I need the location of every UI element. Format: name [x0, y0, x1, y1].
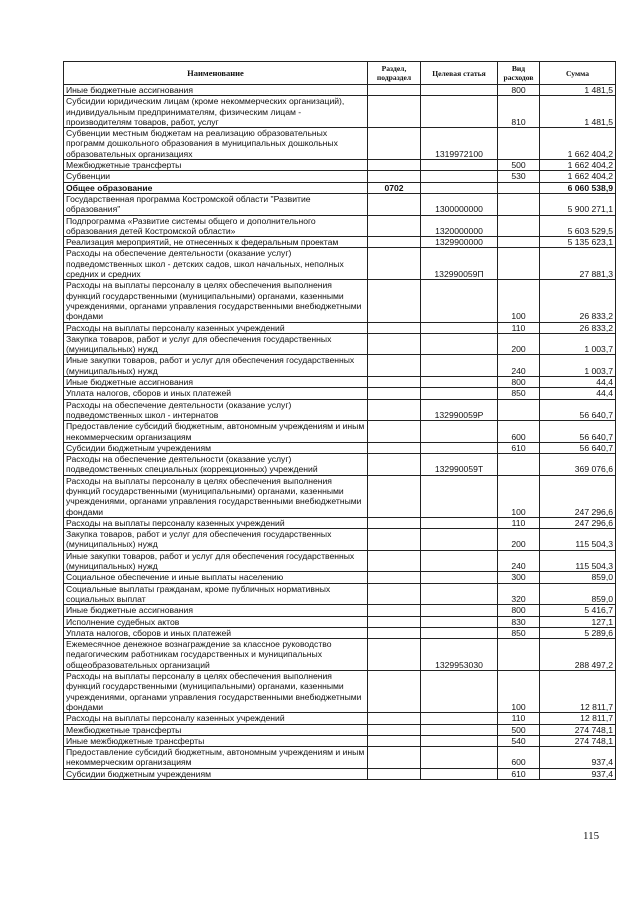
cell-name: Расходы на обеспечение деятельности (оказание услуг) подведомственных школ - детских садов, школ начальных, неполных средних и средних	[64, 248, 368, 280]
cell-expense-type	[498, 215, 540, 237]
table-row	[64, 171, 616, 182]
cell-target	[421, 160, 498, 171]
table-row	[64, 388, 616, 399]
cell-target	[421, 517, 498, 528]
cell-name: Ежемесячное денежное вознаграждение за классное руководство педагогическим работникам государственных и муниципальных общеобразовательных организаций	[64, 639, 368, 671]
cell-section	[368, 605, 421, 616]
cell-amount: 26 833,2	[540, 322, 616, 333]
cell-name: Иные бюджетные ассигнования	[64, 377, 368, 388]
cell-expense-type	[498, 182, 540, 193]
table-row	[64, 475, 616, 517]
table-row	[64, 713, 616, 724]
table-row	[64, 671, 616, 713]
cell-expense-type: 610	[498, 442, 540, 453]
cell-name: Исполнение судебных актов	[64, 616, 368, 627]
cell-amount: 12 811,7	[540, 713, 616, 724]
cell-target	[421, 442, 498, 453]
cell-target	[421, 572, 498, 583]
cell-name: Субсидии юридическим лицам (кроме некоммерческих организаций), индивидуальным предпринимателям, физическим лицам - производителям товаров, работ, услуг	[64, 96, 368, 128]
cell-amount: 937,4	[540, 747, 616, 769]
cell-amount: 115 504,3	[540, 529, 616, 551]
cell-name: Иные бюджетные ассигнования	[64, 605, 368, 616]
header-amount: Сумма	[540, 62, 616, 85]
table-row	[64, 454, 616, 476]
cell-expense-type: 600	[498, 747, 540, 769]
cell-target	[421, 475, 498, 517]
cell-target	[421, 747, 498, 769]
cell-expense-type	[498, 128, 540, 160]
cell-name: Субсидии бюджетным учреждениям	[64, 442, 368, 453]
cell-name: Закупка товаров, работ и услуг для обеспечения государственных (муниципальных) нужд	[64, 333, 368, 355]
cell-name: Расходы на выплаты персоналу казенных учреждений	[64, 517, 368, 528]
cell-name: Социальные выплаты гражданам, кроме публичных нормативных социальных выплат	[64, 583, 368, 605]
cell-section	[368, 248, 421, 280]
cell-section	[368, 322, 421, 333]
cell-expense-type: 500	[498, 160, 540, 171]
cell-section	[368, 529, 421, 551]
cell-section	[368, 85, 421, 96]
table-row	[64, 583, 616, 605]
cell-expense-type: 850	[498, 388, 540, 399]
cell-amount: 44,4	[540, 388, 616, 399]
cell-amount: 288 497,2	[540, 639, 616, 671]
cell-expense-type: 100	[498, 475, 540, 517]
cell-name: Иные закупки товаров, работ и услуг для обеспечения государственных (муниципальных) нужд	[64, 550, 368, 572]
table-row	[64, 735, 616, 746]
cell-amount: 1 662 404,2	[540, 171, 616, 182]
table-row	[64, 248, 616, 280]
cell-name: Субсидии бюджетным учреждениям	[64, 768, 368, 779]
cell-target	[421, 355, 498, 377]
cell-expense-type: 850	[498, 627, 540, 638]
cell-section	[368, 215, 421, 237]
cell-section	[368, 583, 421, 605]
cell-amount: 1 662 404,2	[540, 160, 616, 171]
cell-expense-type: 100	[498, 280, 540, 322]
cell-name: Подпрограмма «Развитие системы общего и дополнительного образования детей Костромской области»	[64, 215, 368, 237]
table-row	[64, 355, 616, 377]
cell-expense-type: 110	[498, 322, 540, 333]
cell-section	[368, 713, 421, 724]
cell-target	[421, 377, 498, 388]
cell-expense-type: 600	[498, 421, 540, 443]
cell-section	[368, 128, 421, 160]
cell-section	[368, 377, 421, 388]
cell-section	[368, 388, 421, 399]
cell-expense-type: 110	[498, 713, 540, 724]
cell-amount: 115 504,3	[540, 550, 616, 572]
cell-section	[368, 724, 421, 735]
table-header-row	[64, 62, 616, 85]
cell-section	[368, 355, 421, 377]
cell-target	[421, 627, 498, 638]
cell-target	[421, 583, 498, 605]
cell-name: Субвенции	[64, 171, 368, 182]
table-row	[64, 322, 616, 333]
cell-name: Иные бюджетные ассигнования	[64, 85, 368, 96]
cell-target	[421, 333, 498, 355]
cell-amount: 6 060 538,9	[540, 182, 616, 193]
cell-expense-type: 800	[498, 85, 540, 96]
table-row	[64, 182, 616, 193]
cell-section	[368, 280, 421, 322]
cell-expense-type: 810	[498, 96, 540, 128]
cell-amount: 274 748,1	[540, 735, 616, 746]
cell-expense-type	[498, 193, 540, 215]
table-row	[64, 333, 616, 355]
cell-name: Субвенции местным бюджетам на реализацию образовательных программ дошкольного образования в муниципальных дошкольных образовательных организациях	[64, 128, 368, 160]
table-row	[64, 96, 616, 128]
cell-target	[421, 96, 498, 128]
cell-section	[368, 171, 421, 182]
cell-expense-type: 110	[498, 517, 540, 528]
cell-target: 1319972100	[421, 128, 498, 160]
cell-amount: 44,4	[540, 377, 616, 388]
header-section: Раздел, подраздел	[368, 62, 421, 85]
page-number: 115	[583, 830, 600, 842]
cell-name: Межбюджетные трансферты	[64, 724, 368, 735]
cell-target	[421, 605, 498, 616]
table-row	[64, 128, 616, 160]
cell-expense-type	[498, 237, 540, 248]
cell-name: Расходы на выплаты персоналу в целях обеспечения выполнения функций государственными (муниципальными) органами, казенными учреждениями, органами управления государственными внебюджетными фондами	[64, 280, 368, 322]
cell-amount: 1 003,7	[540, 333, 616, 355]
cell-target: 132990059Р	[421, 399, 498, 421]
table-row	[64, 280, 616, 322]
table-row	[64, 627, 616, 638]
cell-name: Реализация мероприятий, не отнесенных к федеральным проектам	[64, 237, 368, 248]
cell-expense-type: 100	[498, 671, 540, 713]
cell-amount: 56 640,7	[540, 421, 616, 443]
cell-name: Предоставление субсидий бюджетным, автономным учреждениям и иным некоммерческим организациям	[64, 421, 368, 443]
cell-expense-type	[498, 454, 540, 476]
cell-target	[421, 85, 498, 96]
cell-expense-type: 610	[498, 768, 540, 779]
cell-expense-type	[498, 639, 540, 671]
cell-target: 1320000000	[421, 215, 498, 237]
budget-table	[63, 61, 616, 780]
cell-target	[421, 616, 498, 627]
cell-amount: 859,0	[540, 583, 616, 605]
cell-expense-type: 530	[498, 171, 540, 182]
cell-section	[368, 627, 421, 638]
table-row	[64, 639, 616, 671]
cell-section	[368, 333, 421, 355]
cell-target	[421, 322, 498, 333]
cell-amount: 274 748,1	[540, 724, 616, 735]
cell-name: Расходы на выплаты персоналу казенных учреждений	[64, 713, 368, 724]
cell-target	[421, 421, 498, 443]
cell-section	[368, 160, 421, 171]
cell-name: Расходы на выплаты персоналу в целях обеспечения выполнения функций государственными (муниципальными) органами, казенными учреждениями, органами управления государственными внебюджетными фондами	[64, 671, 368, 713]
cell-section	[368, 639, 421, 671]
cell-section	[368, 747, 421, 769]
cell-amount: 5 603 529,5	[540, 215, 616, 237]
cell-section	[368, 442, 421, 453]
cell-target: 1329900000	[421, 237, 498, 248]
table-row	[64, 550, 616, 572]
cell-name: Закупка товаров, работ и услуг для обеспечения государственных (муниципальных) нужд	[64, 529, 368, 551]
cell-amount: 26 833,2	[540, 280, 616, 322]
cell-amount: 127,1	[540, 616, 616, 627]
table-row	[64, 724, 616, 735]
cell-section	[368, 399, 421, 421]
cell-expense-type: 540	[498, 735, 540, 746]
cell-target	[421, 388, 498, 399]
cell-target: 1300000000	[421, 193, 498, 215]
cell-target	[421, 713, 498, 724]
table-body	[64, 85, 616, 780]
cell-expense-type: 830	[498, 616, 540, 627]
header-name: Наименование	[64, 62, 368, 85]
table-row	[64, 377, 616, 388]
cell-amount: 1 481,5	[540, 96, 616, 128]
cell-section	[368, 572, 421, 583]
table-row	[64, 442, 616, 453]
cell-expense-type	[498, 399, 540, 421]
cell-name: Предоставление субсидий бюджетным, автономным учреждениям и иным некоммерческим организациям	[64, 747, 368, 769]
cell-amount: 5 289,6	[540, 627, 616, 638]
cell-name: Расходы на выплаты персоналу в целях обеспечения выполнения функций государственными (муниципальными) органами, казенными учреждениями, органами управления государственными внебюджетными фондами	[64, 475, 368, 517]
cell-expense-type: 800	[498, 605, 540, 616]
cell-expense-type: 240	[498, 355, 540, 377]
cell-amount: 1 003,7	[540, 355, 616, 377]
cell-section	[368, 735, 421, 746]
cell-name: Общее образование	[64, 182, 368, 193]
cell-target	[421, 724, 498, 735]
table-row	[64, 768, 616, 779]
table-row	[64, 215, 616, 237]
cell-name: Иные межбюджетные трансферты	[64, 735, 368, 746]
cell-section	[368, 671, 421, 713]
table-row	[64, 529, 616, 551]
cell-amount: 5 416,7	[540, 605, 616, 616]
cell-section: 0702	[368, 182, 421, 193]
cell-target	[421, 735, 498, 746]
cell-target	[421, 182, 498, 193]
cell-expense-type: 800	[498, 377, 540, 388]
cell-section	[368, 616, 421, 627]
cell-expense-type: 320	[498, 583, 540, 605]
header-target: Целевая статья	[421, 62, 498, 85]
cell-target	[421, 171, 498, 182]
table-row	[64, 616, 616, 627]
cell-target	[421, 768, 498, 779]
cell-amount: 247 296,6	[540, 517, 616, 528]
cell-name: Иные закупки товаров, работ и услуг для обеспечения государственных (муниципальных) нужд	[64, 355, 368, 377]
table-row	[64, 85, 616, 96]
cell-section	[368, 454, 421, 476]
cell-target: 132990059Т	[421, 454, 498, 476]
cell-name: Уплата налогов, сборов и иных платежей	[64, 388, 368, 399]
table-row	[64, 237, 616, 248]
cell-target: 1329953030	[421, 639, 498, 671]
cell-expense-type: 200	[498, 529, 540, 551]
cell-section	[368, 421, 421, 443]
cell-section	[368, 550, 421, 572]
table-row	[64, 160, 616, 171]
cell-expense-type: 200	[498, 333, 540, 355]
table-row	[64, 193, 616, 215]
cell-amount: 1 481,5	[540, 85, 616, 96]
cell-target: 132990059П	[421, 248, 498, 280]
cell-amount: 247 296,6	[540, 475, 616, 517]
cell-expense-type	[498, 248, 540, 280]
cell-amount: 859,0	[540, 572, 616, 583]
cell-amount: 937,4	[540, 768, 616, 779]
header-expense-type: Вид расходов	[498, 62, 540, 85]
cell-target	[421, 550, 498, 572]
cell-amount: 5 135 623,1	[540, 237, 616, 248]
cell-section	[368, 517, 421, 528]
cell-expense-type: 500	[498, 724, 540, 735]
cell-section	[368, 96, 421, 128]
cell-name: Расходы на обеспечение деятельности (оказание услуг) подведомственных специальных (коррекционных) учреждений	[64, 454, 368, 476]
cell-name: Расходы на обеспечение деятельности (оказание услуг) подведомственных школ - интернатов	[64, 399, 368, 421]
cell-target	[421, 671, 498, 713]
cell-amount: 369 076,6	[540, 454, 616, 476]
cell-section	[368, 237, 421, 248]
cell-amount: 56 640,7	[540, 399, 616, 421]
cell-name: Уплата налогов, сборов и иных платежей	[64, 627, 368, 638]
cell-amount: 1 662 404,2	[540, 128, 616, 160]
cell-amount: 5 900 271,1	[540, 193, 616, 215]
cell-amount: 27 881,3	[540, 248, 616, 280]
cell-name: Государственная программа Костромской области "Развитие образования"	[64, 193, 368, 215]
table-row	[64, 605, 616, 616]
table-row	[64, 399, 616, 421]
table-row	[64, 572, 616, 583]
cell-name: Межбюджетные трансферты	[64, 160, 368, 171]
cell-section	[368, 768, 421, 779]
cell-expense-type: 300	[498, 572, 540, 583]
table-row	[64, 517, 616, 528]
cell-amount: 12 811,7	[540, 671, 616, 713]
cell-section	[368, 193, 421, 215]
table-row	[64, 747, 616, 769]
cell-expense-type: 240	[498, 550, 540, 572]
cell-section	[368, 475, 421, 517]
cell-target	[421, 529, 498, 551]
table-row	[64, 421, 616, 443]
cell-target	[421, 280, 498, 322]
cell-name: Социальное обеспечение и иные выплаты населению	[64, 572, 368, 583]
cell-name: Расходы на выплаты персоналу казенных учреждений	[64, 322, 368, 333]
cell-amount: 56 640,7	[540, 442, 616, 453]
